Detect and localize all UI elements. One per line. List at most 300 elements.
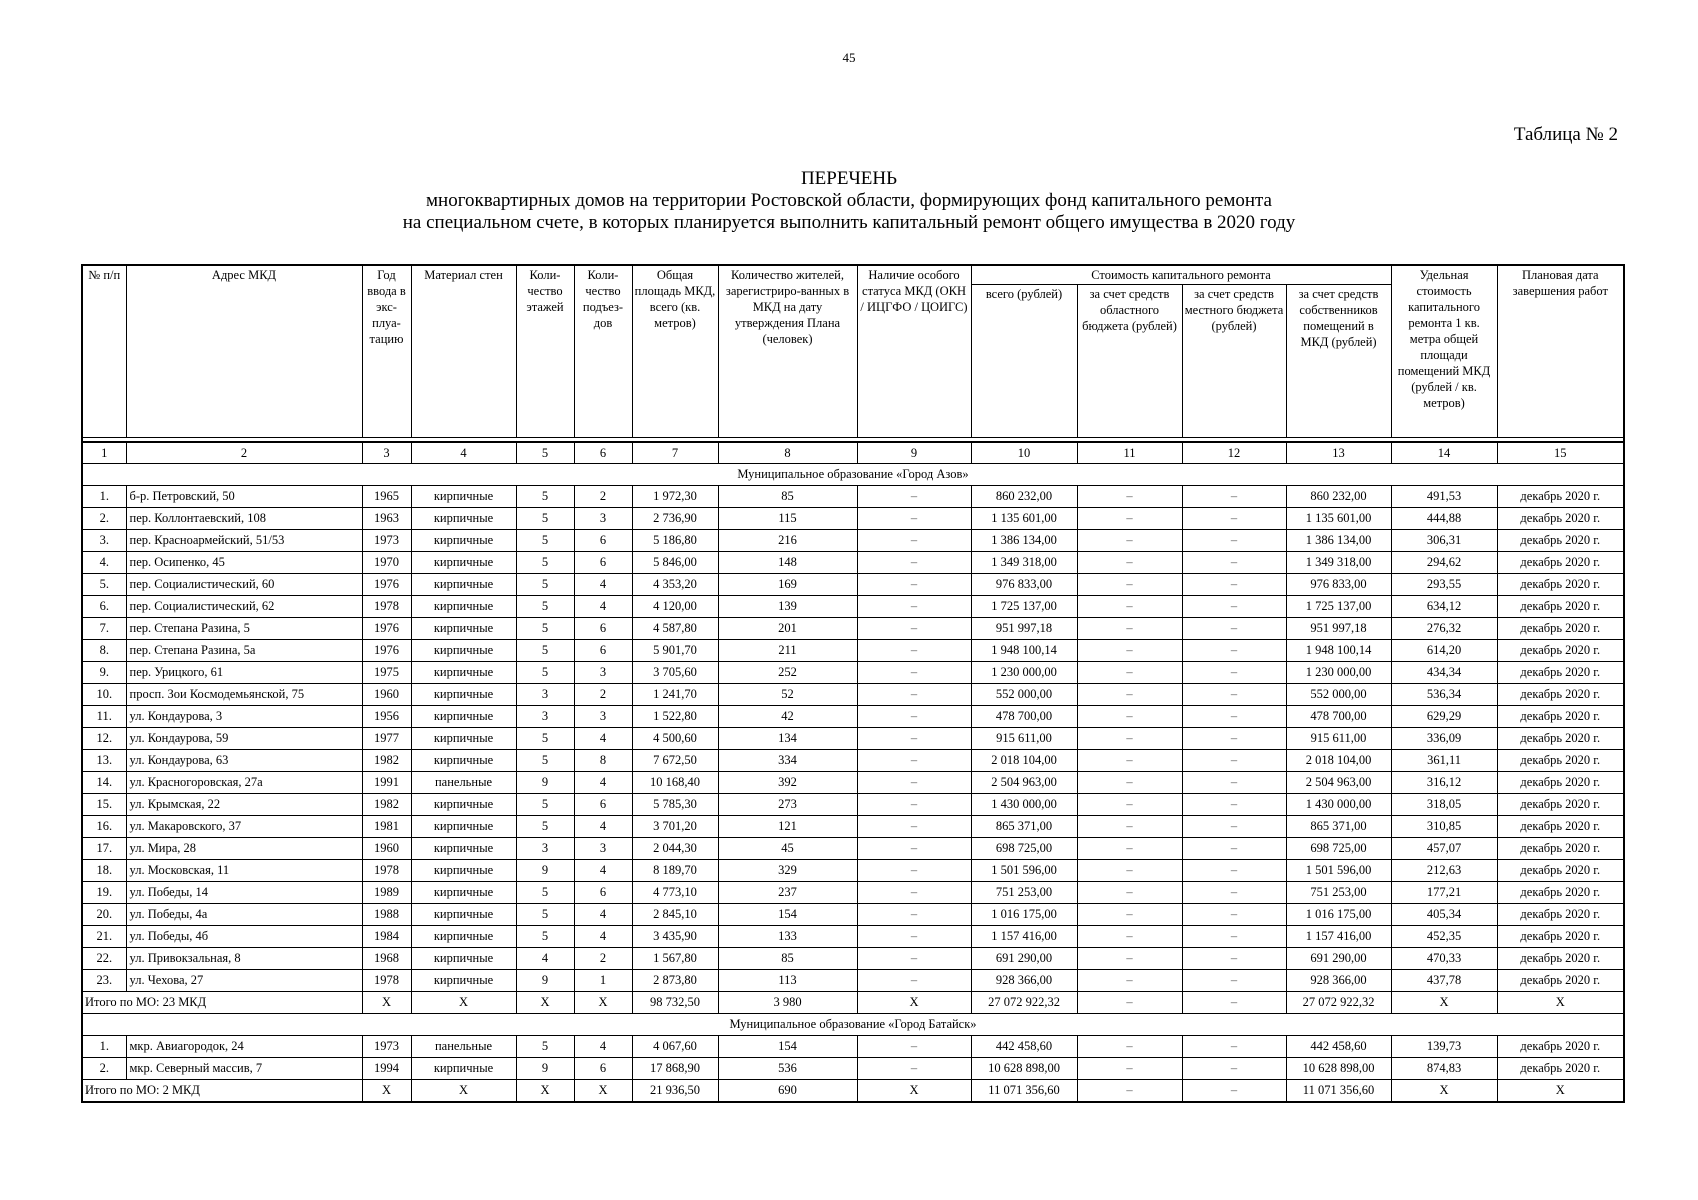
table-cell: 5 186,80: [632, 530, 718, 552]
table-cell: 928 366,00: [1286, 970, 1391, 992]
column-number: 9: [857, 442, 971, 464]
table-cell: 2 044,30: [632, 838, 718, 860]
table-cell: 5: [516, 486, 574, 508]
table-cell: декабрь 2020 г.: [1497, 794, 1624, 816]
table-cell: 751 253,00: [1286, 882, 1391, 904]
table-cell: 4.: [82, 552, 126, 574]
header-status: Наличие особого статуса МКД (ОКН / ИЦГФО / ЦОИГС): [857, 265, 971, 438]
table-cell: 691 290,00: [1286, 948, 1391, 970]
table-cell: 5: [516, 552, 574, 574]
table-cell: 316,12: [1391, 772, 1497, 794]
table-cell: –: [1182, 706, 1286, 728]
table-cell: кирпичные: [411, 706, 516, 728]
section-row: [82, 464, 1624, 486]
table-cell: 361,11: [1391, 750, 1497, 772]
table-cell: –: [1182, 1036, 1286, 1058]
table-cell: кирпичные: [411, 904, 516, 926]
table-cell: 306,31: [1391, 530, 1497, 552]
table-cell: 2 504 963,00: [971, 772, 1077, 794]
table-cell: кирпичные: [411, 530, 516, 552]
table-cell: 4: [574, 926, 632, 948]
table-cell: 6: [574, 794, 632, 816]
table-cell: –: [1077, 728, 1182, 750]
table-row: [82, 508, 1624, 530]
table-row: [82, 772, 1624, 794]
table-cell: 273: [718, 794, 857, 816]
table-cell: 860 232,00: [1286, 486, 1391, 508]
table-cell: 1973: [362, 530, 411, 552]
total-cell: X: [1497, 1080, 1624, 1103]
table-cell: –: [857, 486, 971, 508]
table-cell: декабрь 2020 г.: [1497, 816, 1624, 838]
table-cell: –: [857, 706, 971, 728]
table-cell: 6.: [82, 596, 126, 618]
column-number: 8: [718, 442, 857, 464]
table-cell: 614,20: [1391, 640, 1497, 662]
header-year: Год ввода в экс-плуа-тацию: [362, 265, 411, 438]
table-cell: –: [1077, 904, 1182, 926]
table-cell: 5: [516, 728, 574, 750]
table-cell: декабрь 2020 г.: [1497, 860, 1624, 882]
table-cell: 1 230 000,00: [1286, 662, 1391, 684]
total-cell: 3 980: [718, 992, 857, 1014]
table-cell: 951 997,18: [1286, 618, 1391, 640]
header-residents: Количество жителей, зарегистриро-ванных в МКД на дату утверждения Плана (человек): [718, 265, 857, 438]
table-cell: 1 501 596,00: [971, 860, 1077, 882]
table-cell: 442 458,60: [971, 1036, 1077, 1058]
table-cell: 5: [516, 816, 574, 838]
table-cell: 134: [718, 728, 857, 750]
total-cell: X: [1391, 1080, 1497, 1103]
table-cell: пер. Степана Разина, 5а: [126, 640, 362, 662]
table-cell: –: [1077, 662, 1182, 684]
table-cell: –: [857, 904, 971, 926]
header-entrances: Коли-чество подъез-дов: [574, 265, 632, 438]
table-cell: 121: [718, 816, 857, 838]
table-row: [82, 574, 1624, 596]
table-cell: 22.: [82, 948, 126, 970]
column-number: 3: [362, 442, 411, 464]
table-row: [82, 530, 1624, 552]
table-cell: 15.: [82, 794, 126, 816]
table-cell: 252: [718, 662, 857, 684]
table-cell: 444,88: [1391, 508, 1497, 530]
table-cell: 3: [516, 706, 574, 728]
table-cell: 928 366,00: [971, 970, 1077, 992]
table-cell: 17 868,90: [632, 1058, 718, 1080]
table-cell: 552 000,00: [971, 684, 1077, 706]
table-cell: 470,33: [1391, 948, 1497, 970]
total-label: Итого по МО: 2 МКД: [82, 1080, 362, 1103]
table-cell: просп. Зои Космодемьянской, 75: [126, 684, 362, 706]
table-cell: 13.: [82, 750, 126, 772]
table-cell: –: [1182, 948, 1286, 970]
table-cell: декабрь 2020 г.: [1497, 882, 1624, 904]
table-cell: декабрь 2020 г.: [1497, 1058, 1624, 1080]
table-cell: 237: [718, 882, 857, 904]
table-cell: –: [1077, 926, 1182, 948]
table-cell: 1988: [362, 904, 411, 926]
table-cell: 21.: [82, 926, 126, 948]
table-cell: 9: [516, 860, 574, 882]
column-number: 6: [574, 442, 632, 464]
table-cell: кирпичные: [411, 882, 516, 904]
header-planned-date: Плановая дата завершения работ: [1497, 265, 1624, 438]
table-cell: 491,53: [1391, 486, 1497, 508]
total-cell: 98 732,50: [632, 992, 718, 1014]
table-cell: –: [1077, 684, 1182, 706]
table-cell: 3 705,60: [632, 662, 718, 684]
table-row: [82, 728, 1624, 750]
table-cell: 1991: [362, 772, 411, 794]
table-cell: 10 168,40: [632, 772, 718, 794]
table-cell: 1.: [82, 486, 126, 508]
table-cell: 1994: [362, 1058, 411, 1080]
table-cell: 2 018 104,00: [971, 750, 1077, 772]
table-cell: 1977: [362, 728, 411, 750]
table-cell: 293,55: [1391, 574, 1497, 596]
table-cell: 148: [718, 552, 857, 574]
table-cell: мкр. Северный массив, 7: [126, 1058, 362, 1080]
table-cell: –: [857, 552, 971, 574]
table-cell: ул. Макаровского, 37: [126, 816, 362, 838]
table-cell: пер. Коллонтаевский, 108: [126, 508, 362, 530]
table-cell: –: [1182, 684, 1286, 706]
table-cell: –: [1182, 882, 1286, 904]
title-line-2: многоквартирных домов на территории Ростовской области, формирующих фонд капитального ремонта: [426, 190, 1272, 211]
table-cell: ул. Чехова, 27: [126, 970, 362, 992]
table-cell: 4: [574, 728, 632, 750]
table-row: [82, 1036, 1624, 1058]
table-cell: декабрь 2020 г.: [1497, 904, 1624, 926]
table-cell: кирпичные: [411, 816, 516, 838]
table-cell: –: [857, 728, 971, 750]
table-cell: 478 700,00: [971, 706, 1077, 728]
table-cell: 865 371,00: [1286, 816, 1391, 838]
table-cell: –: [1077, 552, 1182, 574]
table-cell: 14.: [82, 772, 126, 794]
table-cell: –: [857, 684, 971, 706]
table-cell: 4: [516, 948, 574, 970]
total-cell: X: [516, 992, 574, 1014]
table-cell: 52: [718, 684, 857, 706]
table-cell: 5: [516, 596, 574, 618]
table-cell: декабрь 2020 г.: [1497, 574, 1624, 596]
table-cell: 1965: [362, 486, 411, 508]
table-cell: –: [1077, 508, 1182, 530]
table-cell: пер. Красноармейский, 51/53: [126, 530, 362, 552]
table-cell: –: [857, 772, 971, 794]
table-cell: 1968: [362, 948, 411, 970]
table-cell: 3: [574, 706, 632, 728]
total-cell: –: [1182, 992, 1286, 1014]
table-cell: 12.: [82, 728, 126, 750]
table-cell: 5 785,30: [632, 794, 718, 816]
table-cell: 698 725,00: [1286, 838, 1391, 860]
table-cell: декабрь 2020 г.: [1497, 728, 1624, 750]
table-cell: 2: [574, 486, 632, 508]
table-cell: 5: [516, 618, 574, 640]
table-cell: 8.: [82, 640, 126, 662]
header-area: Общая площадь МКД, всего (кв. метров): [632, 265, 718, 438]
column-number: 1: [82, 442, 126, 464]
table-cell: 113: [718, 970, 857, 992]
table-cell: 1 135 601,00: [971, 508, 1077, 530]
table-cell: 1982: [362, 750, 411, 772]
table-cell: кирпичные: [411, 794, 516, 816]
total-cell: 11 071 356,60: [1286, 1080, 1391, 1103]
table-cell: 4: [574, 816, 632, 838]
table-cell: 1: [574, 970, 632, 992]
table-cell: 1976: [362, 574, 411, 596]
table-cell: –: [1077, 596, 1182, 618]
table-cell: –: [857, 970, 971, 992]
table-cell: 405,34: [1391, 904, 1497, 926]
table-row: [82, 640, 1624, 662]
table-cell: 5: [516, 926, 574, 948]
table-cell: 1 016 175,00: [1286, 904, 1391, 926]
table-cell: 4: [574, 904, 632, 926]
total-cell: X: [857, 992, 971, 1014]
total-cell: X: [574, 992, 632, 1014]
table-row: [82, 662, 1624, 684]
total-cell: X: [857, 1080, 971, 1103]
table-cell: декабрь 2020 г.: [1497, 596, 1624, 618]
table-cell: 2: [574, 948, 632, 970]
table-cell: 8 189,70: [632, 860, 718, 882]
table-cell: кирпичные: [411, 970, 516, 992]
table-cell: 6: [574, 1058, 632, 1080]
table-cell: 1 349 318,00: [971, 552, 1077, 574]
table-row: [82, 552, 1624, 574]
table-cell: 865 371,00: [971, 816, 1077, 838]
total-cell: X: [1497, 992, 1624, 1014]
table-row: [82, 486, 1624, 508]
table-cell: мкр. Авиагородок, 24: [126, 1036, 362, 1058]
table-cell: 392: [718, 772, 857, 794]
table-cell: 4: [574, 596, 632, 618]
table-cell: 45: [718, 838, 857, 860]
table-cell: 133: [718, 926, 857, 948]
table-cell: –: [1182, 530, 1286, 552]
table-cell: 536,34: [1391, 684, 1497, 706]
table-cell: 1 522,80: [632, 706, 718, 728]
table-cell: 139,73: [1391, 1036, 1497, 1058]
table-cell: –: [1077, 486, 1182, 508]
table-cell: 3 435,90: [632, 926, 718, 948]
table-cell: 6: [574, 530, 632, 552]
table-cell: кирпичные: [411, 640, 516, 662]
table-cell: 1975: [362, 662, 411, 684]
table-cell: 1981: [362, 816, 411, 838]
table-cell: кирпичные: [411, 486, 516, 508]
table-cell: 85: [718, 486, 857, 508]
table-cell: 5: [516, 508, 574, 530]
table-label: Таблица № 2: [1513, 124, 1618, 145]
header-address: Адрес МКД: [126, 265, 362, 438]
column-number: 7: [632, 442, 718, 464]
table-cell: 2: [574, 684, 632, 706]
table-cell: 276,32: [1391, 618, 1497, 640]
header-cost-local: за счет средств местного бюджета (рублей): [1182, 285, 1286, 438]
header-num: № п/п: [82, 265, 126, 438]
table-cell: декабрь 2020 г.: [1497, 662, 1624, 684]
table-cell: –: [1182, 552, 1286, 574]
table-cell: 85: [718, 948, 857, 970]
table-cell: 4 120,00: [632, 596, 718, 618]
table-cell: 2 845,10: [632, 904, 718, 926]
housing-table-wrapper: [81, 264, 1623, 1103]
table-row: [82, 750, 1624, 772]
table-cell: 10 628 898,00: [971, 1058, 1077, 1080]
table-cell: 4 353,20: [632, 574, 718, 596]
table-cell: –: [1182, 728, 1286, 750]
table-cell: кирпичные: [411, 926, 516, 948]
table-cell: 629,29: [1391, 706, 1497, 728]
table-cell: –: [1182, 794, 1286, 816]
table-cell: кирпичные: [411, 1058, 516, 1080]
table-cell: 5: [516, 750, 574, 772]
table-cell: ул. Крымская, 22: [126, 794, 362, 816]
table-cell: 9: [516, 772, 574, 794]
column-number: 13: [1286, 442, 1391, 464]
table-cell: –: [857, 662, 971, 684]
table-cell: –: [857, 1058, 971, 1080]
table-cell: 1 230 000,00: [971, 662, 1077, 684]
table-cell: –: [1182, 574, 1286, 596]
document-title: [0, 168, 1698, 234]
table-cell: 294,62: [1391, 552, 1497, 574]
table-cell: 5.: [82, 574, 126, 596]
column-number: 15: [1497, 442, 1624, 464]
table-cell: –: [1077, 882, 1182, 904]
table-cell: 915 611,00: [1286, 728, 1391, 750]
table-cell: 1960: [362, 684, 411, 706]
title-line-1: ПЕРЕЧЕНЬ: [800, 168, 898, 189]
table-cell: 1 430 000,00: [971, 794, 1077, 816]
table-cell: 552 000,00: [1286, 684, 1391, 706]
table-cell: 437,78: [1391, 970, 1497, 992]
header-material: Материал стен: [411, 265, 516, 438]
table-cell: –: [1182, 750, 1286, 772]
table-cell: ул. Кондаурова, 3: [126, 706, 362, 728]
table-cell: 5: [516, 574, 574, 596]
table-row: [82, 926, 1624, 948]
table-cell: 42: [718, 706, 857, 728]
table-cell: –: [857, 882, 971, 904]
table-cell: –: [1077, 640, 1182, 662]
table-cell: декабрь 2020 г.: [1497, 970, 1624, 992]
table-cell: кирпичные: [411, 596, 516, 618]
total-cell: 21 936,50: [632, 1080, 718, 1103]
table-row: [82, 904, 1624, 926]
total-cell: 690: [718, 1080, 857, 1103]
table-cell: –: [1182, 662, 1286, 684]
table-cell: 10 628 898,00: [1286, 1058, 1391, 1080]
table-cell: кирпичные: [411, 948, 516, 970]
table-cell: 5 846,00: [632, 552, 718, 574]
table-row: [82, 838, 1624, 860]
table-cell: 1970: [362, 552, 411, 574]
table-cell: декабрь 2020 г.: [1497, 684, 1624, 706]
table-cell: панельные: [411, 1036, 516, 1058]
table-cell: ул. Привокзальная, 8: [126, 948, 362, 970]
table-row: [82, 1058, 1624, 1080]
table-cell: 1 016 175,00: [971, 904, 1077, 926]
table-cell: –: [1077, 618, 1182, 640]
table-cell: –: [1182, 926, 1286, 948]
table-cell: 1 241,70: [632, 684, 718, 706]
table-cell: 334: [718, 750, 857, 772]
table-cell: –: [857, 948, 971, 970]
table-cell: пер. Урицкого, 61: [126, 662, 362, 684]
table-cell: 329: [718, 860, 857, 882]
total-cell: X: [516, 1080, 574, 1103]
table-cell: –: [1077, 750, 1182, 772]
table-row: [82, 794, 1624, 816]
table-cell: 1978: [362, 970, 411, 992]
table-cell: 3.: [82, 530, 126, 552]
table-cell: 2.: [82, 1058, 126, 1080]
table-cell: 951 997,18: [971, 618, 1077, 640]
table-cell: декабрь 2020 г.: [1497, 838, 1624, 860]
total-cell: 11 071 356,60: [971, 1080, 1077, 1103]
table-cell: 1 430 000,00: [1286, 794, 1391, 816]
table-cell: –: [1182, 508, 1286, 530]
table-cell: 1 725 137,00: [1286, 596, 1391, 618]
table-cell: –: [1182, 816, 1286, 838]
table-cell: 310,85: [1391, 816, 1497, 838]
table-cell: 536: [718, 1058, 857, 1080]
table-cell: ул. Красногоровская, 27а: [126, 772, 362, 794]
table-cell: 2 504 963,00: [1286, 772, 1391, 794]
table-cell: –: [857, 618, 971, 640]
table-cell: 1.: [82, 1036, 126, 1058]
table-cell: 318,05: [1391, 794, 1497, 816]
column-number: 4: [411, 442, 516, 464]
table-cell: 3 701,20: [632, 816, 718, 838]
total-cell: 27 072 922,32: [971, 992, 1077, 1014]
table-cell: –: [857, 838, 971, 860]
table-cell: 154: [718, 904, 857, 926]
table-cell: –: [1077, 948, 1182, 970]
table-row: [82, 706, 1624, 728]
table-cell: декабрь 2020 г.: [1497, 508, 1624, 530]
table-cell: 3: [516, 838, 574, 860]
table-cell: кирпичные: [411, 860, 516, 882]
total-cell: X: [411, 992, 516, 1014]
total-label: Итого по МО: 23 МКД: [82, 992, 362, 1014]
table-cell: 19.: [82, 882, 126, 904]
table-cell: –: [857, 816, 971, 838]
table-cell: 154: [718, 1036, 857, 1058]
table-cell: 2 736,90: [632, 508, 718, 530]
table-cell: 6: [574, 640, 632, 662]
table-cell: 336,09: [1391, 728, 1497, 750]
table-cell: 3: [574, 838, 632, 860]
table-cell: 1984: [362, 926, 411, 948]
table-cell: –: [1182, 860, 1286, 882]
table-cell: 1 157 416,00: [1286, 926, 1391, 948]
table-cell: 5: [516, 662, 574, 684]
table-cell: 1 972,30: [632, 486, 718, 508]
header-floors: Коли-чество этажей: [516, 265, 574, 438]
table-cell: 6: [574, 618, 632, 640]
total-row: [82, 1080, 1624, 1103]
total-cell: X: [411, 1080, 516, 1103]
table-cell: 139: [718, 596, 857, 618]
table-cell: –: [857, 574, 971, 596]
